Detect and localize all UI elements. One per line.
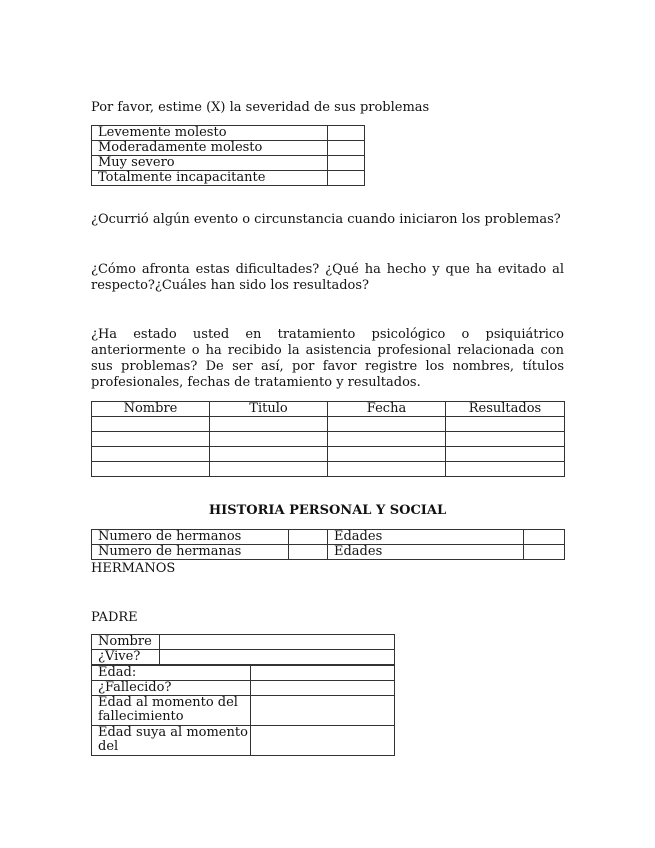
severity-table: [91, 125, 365, 186]
table-cell[interactable]: [210, 447, 328, 462]
question-cope: ¿Cómo afronta estas dificultades? ¿Qué ha hecho y que ha evitado al respecto?¿Cuáles han sido los resultados?: [91, 262, 564, 293]
siblings-table: [91, 529, 565, 560]
table-cell[interactable]: [446, 462, 565, 477]
table-row: [92, 650, 395, 665]
severity-intro: Por favor, estime (X) la severidad de sus problemas: [91, 100, 430, 115]
table-cell[interactable]: [92, 432, 210, 447]
table-header-row: [92, 402, 565, 417]
father-age-at-death-cell[interactable]: [251, 696, 395, 726]
column-header-titulo: Titulo: [210, 402, 328, 417]
father-name-cell[interactable]: [160, 635, 395, 650]
question-event: ¿Ocurrió algún evento o circunstancia cuando iniciaron los problemas?: [91, 212, 561, 227]
sisters-ages-cell[interactable]: [524, 545, 565, 560]
table-cell[interactable]: [446, 447, 565, 462]
father-alive-label: ¿Vive?: [92, 650, 160, 665]
table-cell[interactable]: [92, 417, 210, 432]
sisters-label: Numero de hermanas: [92, 545, 289, 560]
table-cell[interactable]: [210, 432, 328, 447]
father-deceased-cell[interactable]: [251, 681, 395, 696]
table-cell[interactable]: [328, 432, 446, 447]
table-row: [92, 447, 565, 462]
table-row: [92, 126, 365, 141]
your-age-label: Edad suya al momento del: [92, 726, 251, 756]
brothers-count-cell[interactable]: [289, 530, 328, 545]
your-age-cell[interactable]: [251, 726, 395, 756]
severity-mark-cell[interactable]: [328, 171, 365, 186]
sisters-ages-label: Edades: [328, 545, 524, 560]
table-row: [92, 726, 395, 756]
table-row: [92, 696, 395, 726]
table-row: [92, 141, 365, 156]
table-row: [92, 432, 565, 447]
brothers-ages-label: Edades: [328, 530, 524, 545]
father-name-table: [91, 634, 395, 665]
severity-option-label: Levemente molesto: [92, 126, 328, 141]
table-row: [92, 681, 395, 696]
column-header-fecha: Fecha: [328, 402, 446, 417]
severity-mark-cell[interactable]: [328, 141, 365, 156]
section-title: HISTORIA PERSONAL Y SOCIAL: [208, 503, 447, 518]
severity-option-label: Muy severo: [92, 156, 328, 171]
father-deceased-label: ¿Fallecido?: [92, 681, 251, 696]
father-title: PADRE: [91, 610, 138, 625]
table-row: [92, 171, 365, 186]
father-age-label: Edad:: [92, 666, 251, 681]
question-treatment: ¿Ha estado usted en tratamiento psicológico o psiquiátrico anteriormente o ha recibido la asistencia profesional relacionada con sus problemas? De ser así, por favor registre los nombres, títulos profesionales, fechas de tratamiento y resultados.: [91, 327, 564, 390]
table-cell[interactable]: [210, 417, 328, 432]
sisters-count-cell[interactable]: [289, 545, 328, 560]
severity-option-label: Moderadamente molesto: [92, 141, 328, 156]
table-cell[interactable]: [328, 417, 446, 432]
table-cell[interactable]: [446, 417, 565, 432]
column-header-resultados: Resultados: [446, 402, 565, 417]
brothers-label: Numero de hermanos: [92, 530, 289, 545]
table-row: [92, 635, 395, 650]
father-details-table: [91, 665, 395, 756]
table-cell[interactable]: [328, 462, 446, 477]
table-row: [92, 156, 365, 171]
severity-mark-cell[interactable]: [328, 156, 365, 171]
treatment-table: [91, 401, 565, 477]
column-header-nombre: Nombre: [92, 402, 210, 417]
severity-mark-cell[interactable]: [328, 126, 365, 141]
father-alive-cell[interactable]: [160, 650, 395, 665]
father-age-cell[interactable]: [251, 666, 395, 681]
table-row: [92, 530, 565, 545]
table-cell[interactable]: [446, 432, 565, 447]
father-age-at-death-label: Edad al momento del fallecimiento: [92, 696, 251, 726]
father-name-label: Nombre: [92, 635, 160, 650]
table-cell[interactable]: [92, 462, 210, 477]
brothers-ages-cell[interactable]: [524, 530, 565, 545]
table-row: [92, 545, 565, 560]
table-cell[interactable]: [210, 462, 328, 477]
severity-option-label: Totalmente incapacitante: [92, 171, 328, 186]
table-row: [92, 462, 565, 477]
table-row: [92, 666, 395, 681]
table-cell[interactable]: [328, 447, 446, 462]
table-row: [92, 417, 565, 432]
siblings-caption: HERMANOS: [91, 561, 176, 576]
table-cell[interactable]: [92, 447, 210, 462]
